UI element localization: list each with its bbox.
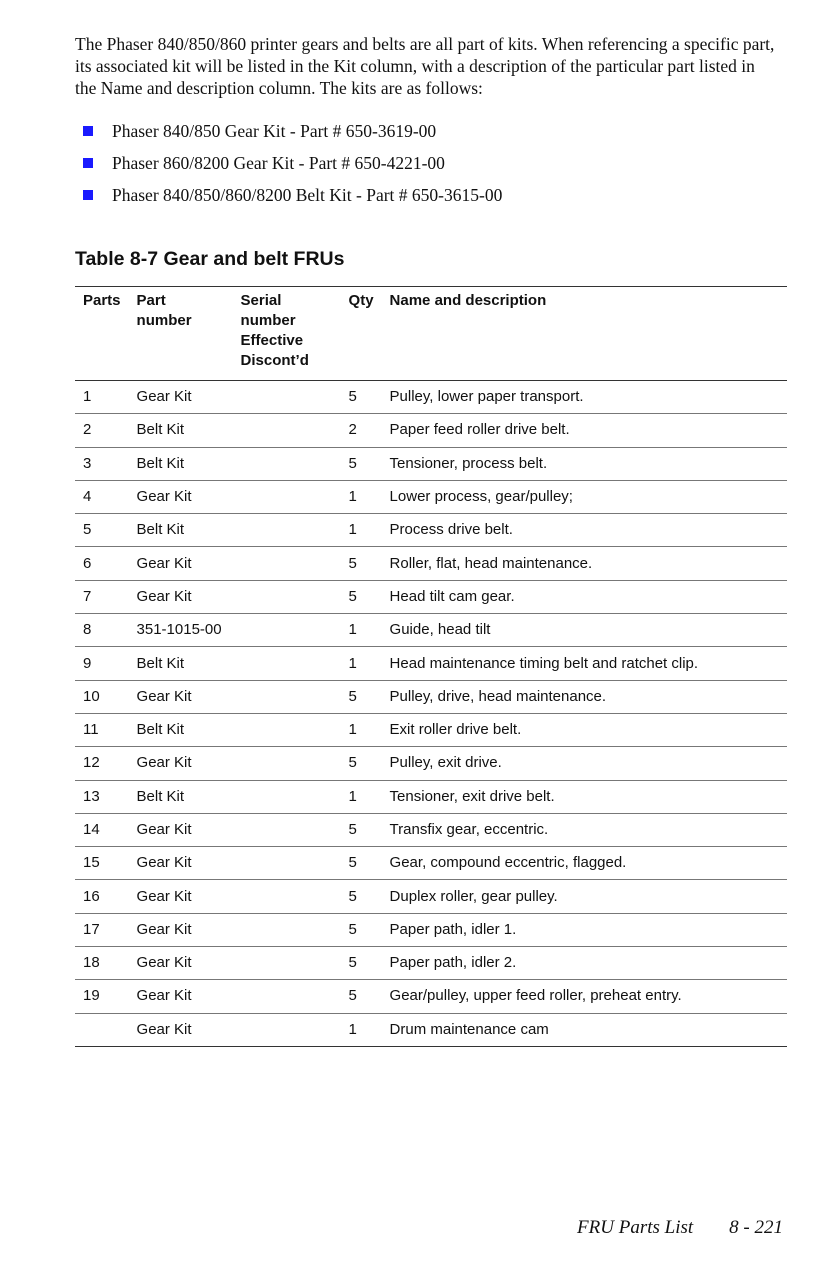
- cell-qty: 5: [348, 587, 357, 605]
- cell-qty: 1: [348, 621, 357, 639]
- cell-part: 3: [83, 454, 92, 472]
- cell-part: 2: [83, 421, 92, 439]
- cell-qty: 5: [348, 454, 357, 472]
- cell-name: Pulley, lower paper transport.: [389, 388, 584, 406]
- square-bullet-icon: [83, 158, 93, 168]
- cell-name: Paper path, idler 2.: [389, 954, 517, 972]
- cell-part-number: 351-1015-00: [136, 621, 222, 639]
- table-row: [75, 547, 787, 580]
- table-row: [75, 747, 787, 780]
- table-title: Table 8-7 Gear and belt FRUs: [75, 248, 345, 270]
- cell-qty: 5: [348, 920, 357, 938]
- table-header-row: [75, 287, 787, 381]
- cell-part: 13: [83, 787, 100, 805]
- cell-serial-number: [233, 1013, 341, 1046]
- footer-section: FRU Parts List: [577, 1217, 694, 1238]
- cell-part-number: Gear Kit: [136, 987, 192, 1005]
- cell-name: Paper path, idler 1.: [389, 920, 517, 938]
- cell-part: 11: [83, 721, 99, 739]
- column-header-serial-number: [233, 287, 341, 381]
- table-row: [75, 580, 787, 613]
- cell-name: Duplex roller, gear pulley.: [389, 887, 558, 905]
- cell-part: 6: [83, 554, 92, 572]
- table-row: [75, 847, 787, 880]
- cell-qty: 1: [348, 521, 357, 539]
- square-bullet-icon: [83, 190, 93, 200]
- intro-paragraph: The Phaser 840/850/860 printer gears and belts are all part of kits. When referencing a specific part, its associated kit will be listed in the Kit column, with a description of the particular part listed in the Name and description column. The kits are as follows:: [75, 34, 775, 98]
- serial-header-line: Serial number: [240, 292, 296, 329]
- table-row: [75, 447, 787, 480]
- cell-name: Head tilt cam gear.: [389, 587, 515, 605]
- cell-serial-number: [233, 614, 341, 647]
- cell-part: 4: [83, 488, 92, 506]
- cell-serial-number: [233, 547, 341, 580]
- table-row: [75, 780, 787, 813]
- table-row: [75, 414, 787, 447]
- cell-name: Guide, head tilt: [389, 621, 491, 639]
- cell-serial-number: [233, 813, 341, 846]
- cell-part: 16: [83, 887, 100, 905]
- cell-part-number: Gear Kit: [136, 488, 192, 506]
- cell-part: 19: [83, 987, 100, 1005]
- gear-belt-fru-table: [75, 286, 787, 1047]
- cell-qty: 5: [348, 987, 357, 1005]
- square-bullet-icon: [83, 126, 93, 136]
- list-item: [83, 115, 502, 147]
- kit-label: Phaser 840/850 Gear Kit - Part # 650-3619-00: [112, 121, 437, 141]
- cell-part-number: Gear Kit: [136, 1020, 192, 1038]
- cell-serial-number: [233, 747, 341, 780]
- cell-serial-number: [233, 980, 341, 1013]
- cell-serial-number: [233, 913, 341, 946]
- page-number: 8 - 221: [729, 1217, 783, 1238]
- cell-serial-number: [233, 680, 341, 713]
- cell-part: 14: [83, 821, 100, 838]
- cell-qty: 5: [348, 854, 357, 872]
- cell-serial-number: [233, 847, 341, 880]
- cell-part-number: Belt Kit: [136, 654, 185, 672]
- cell-part: [75, 1013, 129, 1046]
- cell-part: 12: [83, 754, 100, 772]
- cell-serial-number: [233, 947, 341, 980]
- table-row: [75, 614, 787, 647]
- table-row: [75, 680, 787, 713]
- kit-list: [83, 115, 502, 211]
- cell-serial-number: [233, 647, 341, 680]
- cell-name: Gear, compound eccentric, flagged.: [389, 854, 627, 872]
- cell-serial-number: [233, 514, 341, 547]
- table-row: [75, 913, 787, 946]
- cell-part: 5: [83, 521, 92, 539]
- table-row: [75, 480, 787, 513]
- cell-part-number: Gear Kit: [136, 821, 192, 838]
- cell-part: 9: [83, 654, 92, 672]
- table-row: [75, 813, 787, 846]
- cell-serial-number: [233, 880, 341, 913]
- cell-part: 15: [83, 854, 100, 872]
- cell-serial-number: [233, 447, 341, 480]
- cell-name: Tensioner, process belt.: [389, 454, 548, 472]
- table-row: [75, 514, 787, 547]
- cell-name: Process drive belt.: [389, 521, 513, 539]
- cell-qty: 1: [348, 488, 357, 506]
- cell-serial-number: [233, 480, 341, 513]
- cell-part-number: Gear Kit: [136, 954, 192, 972]
- cell-name: Lower process, gear/pulley;: [389, 488, 573, 506]
- table-row: [75, 713, 787, 746]
- cell-part: 10: [83, 687, 100, 705]
- cell-name: Exit roller drive belt.: [389, 721, 522, 739]
- column-header-part-number: Part number: [136, 292, 192, 329]
- cell-qty: 5: [348, 821, 357, 838]
- table-row: [75, 1013, 787, 1046]
- cell-qty: 1: [348, 654, 357, 672]
- cell-qty: 5: [348, 388, 357, 406]
- cell-part-number: Belt Kit: [136, 421, 185, 439]
- cell-part-number: Gear Kit: [136, 388, 192, 406]
- cell-qty: 5: [348, 554, 357, 572]
- kit-label: Phaser 860/8200 Gear Kit - Part # 650-4221-00: [112, 153, 445, 173]
- cell-qty: 1: [348, 1020, 357, 1038]
- cell-part-number: Gear Kit: [136, 554, 192, 572]
- cell-qty: 5: [348, 687, 357, 705]
- cell-part-number: Gear Kit: [136, 687, 192, 705]
- table-row: [75, 880, 787, 913]
- cell-part: 17: [83, 920, 100, 938]
- cell-qty: 2: [348, 421, 357, 439]
- list-item: [83, 179, 502, 211]
- cell-serial-number: [233, 580, 341, 613]
- cell-qty: 5: [348, 887, 357, 905]
- cell-part-number: Gear Kit: [136, 887, 192, 905]
- cell-part-number: Belt Kit: [136, 721, 185, 739]
- cell-name: Pulley, drive, head maintenance.: [389, 687, 607, 705]
- table-row: [75, 647, 787, 680]
- cell-name: Gear/pulley, upper feed roller, preheat entry.: [389, 987, 682, 1005]
- column-header-parts: Parts: [83, 292, 121, 309]
- cell-serial-number: [233, 414, 341, 447]
- cell-part-number: Belt Kit: [136, 787, 185, 805]
- cell-qty: 5: [348, 954, 357, 972]
- cell-serial-number: [233, 780, 341, 813]
- column-header-qty: Qty: [348, 292, 374, 309]
- table-body: [75, 381, 787, 1047]
- cell-name: Paper feed roller drive belt.: [389, 421, 570, 439]
- cell-part: 8: [83, 621, 92, 639]
- cell-part-number: Belt Kit: [136, 454, 185, 472]
- cell-serial-number: [233, 713, 341, 746]
- serial-header-line: Discont’d: [240, 352, 309, 369]
- cell-name: Head maintenance timing belt and ratchet clip.: [389, 654, 699, 672]
- list-item: [83, 147, 502, 179]
- table-row: [75, 947, 787, 980]
- cell-name: Pulley, exit drive.: [389, 754, 502, 772]
- cell-part-number: Gear Kit: [136, 920, 192, 938]
- cell-serial-number: [233, 381, 341, 414]
- cell-name: Transfix gear, eccentric.: [389, 821, 549, 838]
- cell-part-number: Belt Kit: [136, 521, 185, 539]
- cell-part-number: Gear Kit: [136, 754, 192, 772]
- cell-part: 1: [83, 388, 92, 406]
- cell-part: 7: [83, 587, 92, 605]
- cell-part-number: Gear Kit: [136, 854, 192, 872]
- cell-name: Roller, flat, head maintenance.: [389, 554, 593, 572]
- column-header-name: Name and description: [389, 292, 547, 309]
- table-row: [75, 381, 787, 414]
- page-footer: [577, 1217, 783, 1239]
- cell-qty: 1: [348, 721, 357, 739]
- serial-header-line: Effective: [240, 332, 304, 349]
- cell-part-number: Gear Kit: [136, 587, 192, 605]
- kit-label: Phaser 840/850/860/8200 Belt Kit - Part # 650-3615-00: [112, 185, 503, 205]
- cell-part: 18: [83, 954, 100, 972]
- cell-qty: 1: [348, 787, 357, 805]
- cell-name: Drum maintenance cam: [389, 1020, 549, 1038]
- table-row: [75, 980, 787, 1013]
- cell-qty: 5: [348, 754, 357, 772]
- cell-name: Tensioner, exit drive belt.: [389, 787, 555, 805]
